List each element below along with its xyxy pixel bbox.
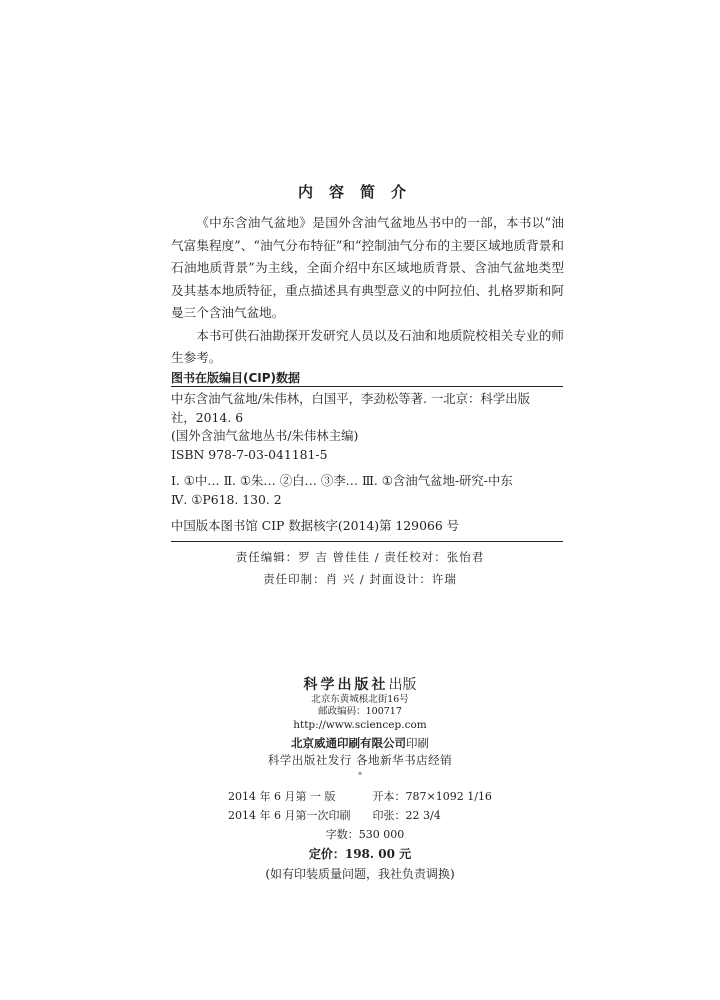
- price: 定价：198. 00 元: [308, 847, 412, 861]
- credits: [0, 546, 720, 590]
- publisher-postcode: 邮政编码：100717: [318, 706, 402, 717]
- edition-printing: 2014 年 6 月第一次印刷: [228, 809, 351, 822]
- cip-classification: Ⅳ. ①P618. 130. 2: [171, 491, 282, 507]
- production-credits: 责任印制：肖 兴 / 封面设计：许瑞: [263, 572, 457, 586]
- cip-heading: 图书在版编目(CIP)数据: [171, 371, 301, 385]
- publisher-url: http://www.sciencep.com: [293, 719, 427, 731]
- printer-suffix: 印刷: [406, 736, 429, 750]
- publisher-name-suffix: 出版: [388, 677, 417, 693]
- edition-row: [228, 787, 492, 806]
- edition-table: [228, 787, 492, 825]
- publisher-name: [0, 676, 720, 694]
- publisher-address: 北京东黄城根北街16号: [311, 694, 409, 705]
- cip-series-line: (国外含油气盆地丛书/朱伟林主编): [171, 428, 359, 443]
- summary-title: 内容简介: [297, 183, 422, 201]
- printed-sheets: 印张：22 3/4: [372, 809, 441, 822]
- cip-spacer: [171, 464, 563, 472]
- edition-row: [228, 806, 492, 825]
- cip-isbn: ISBN 978-7-03-041181-5: [171, 446, 328, 462]
- printer-company: 北京威通印刷有限公司: [291, 736, 406, 750]
- word-count: 字数：530 000: [325, 828, 405, 841]
- printer-name: [0, 735, 720, 751]
- distribution-line: 科学出版社发行 各地新华书店经销: [267, 753, 453, 767]
- edition-first: 2014 年 6 月第 一 版: [228, 790, 336, 803]
- cip-top-rule: [171, 386, 563, 387]
- cip-record-number: 中国版本图书馆 CIP 数据核字(2014)第 129066 号: [171, 518, 460, 533]
- cip-line: 社，2014. 6: [171, 409, 244, 425]
- summary-body: [171, 212, 564, 370]
- publisher-block: [0, 676, 720, 884]
- cip-bottom-rule: [171, 541, 563, 542]
- summary-paragraph: 本书可供石油勘探开发研究人员以及石油和地质院校相关专业的师生参考。: [171, 327, 564, 365]
- editor-credits: 责任编辑：罗 吉 曾佳佳 / 责任校对：张怡君: [235, 550, 485, 564]
- summary-paragraph: 《中东含油气盆地》是国外含油气盆地丛书中的一部，本书以“油气富集程度”、“油气分布特征”和“控制油气分布的主要区域地质背景和石油地质背景”为主线，全面介绍中东区域地质背景、含油气盆地类型及其基本地质特征，重点描述具有典型意义的中阿拉伯、扎格罗斯和阿曼三个含油气盆地。: [171, 215, 564, 320]
- separator-star: *: [358, 771, 362, 780]
- book-format: 开本：787×1092 1/16: [372, 790, 492, 803]
- cip-block: [171, 390, 563, 536]
- quality-note: (如有印装质量问题，我社负责调换): [265, 867, 455, 881]
- publisher-logo-text: 科学出版社: [303, 677, 389, 693]
- cip-spacer: [171, 509, 563, 517]
- cip-subject-line: Ⅰ. ①中… Ⅱ. ①朱… ②白… ③李… Ⅲ. ①含油气盆地-研究-中东: [171, 473, 513, 488]
- cip-line: 中东含油气盆地/朱伟林，白国平，李劲松等著. 一北京：科学出版: [171, 391, 530, 406]
